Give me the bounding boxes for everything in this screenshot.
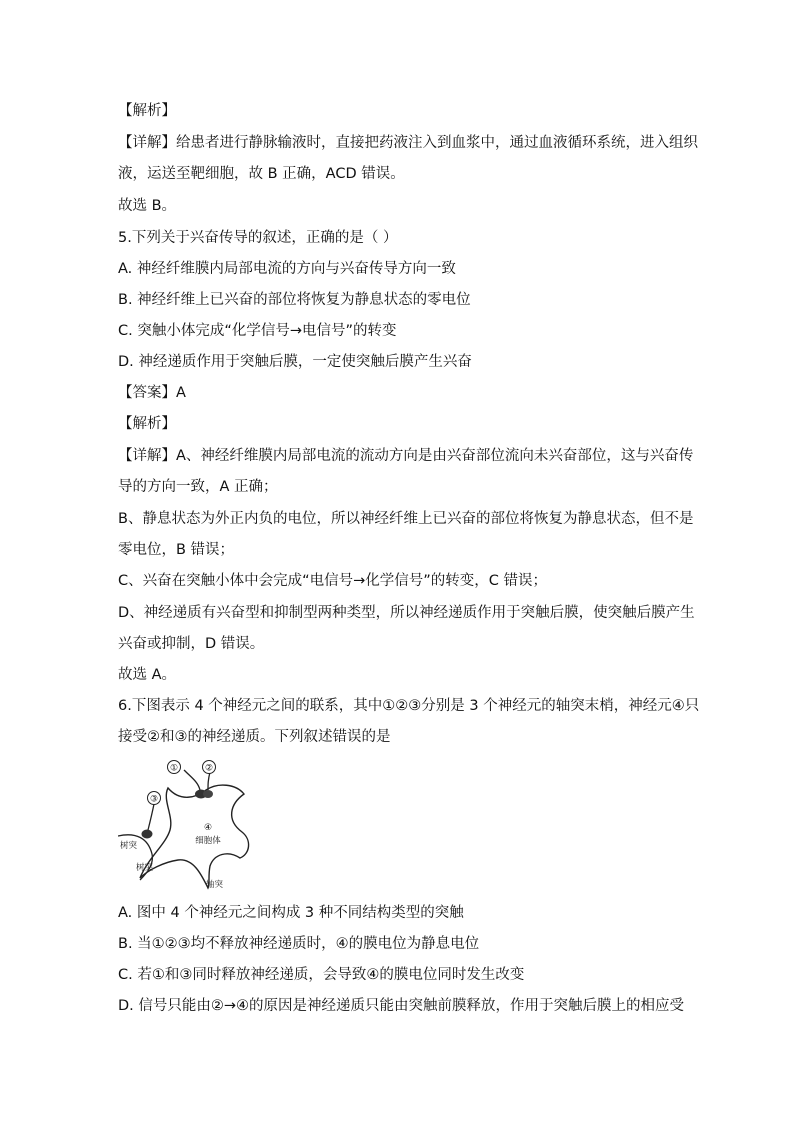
explanation-line: 兴奋或抑制，D 错误。: [118, 636, 265, 652]
label-3: ③: [149, 794, 159, 805]
option-a: A. 神经纤维膜内局部电流的方向与兴奋传导方向一致: [118, 261, 456, 277]
neuron-diagram: [118, 758, 258, 890]
answer-choice-line: 故选 B。: [118, 198, 177, 214]
label-1: ①: [169, 763, 179, 774]
cell-body-label: 细胞体: [195, 836, 221, 846]
q6-option-d: D. 信号只能由②→④的原因是神经递质只能由突触前膜释放，作用于突触后膜上的相应受: [118, 998, 685, 1014]
explanation-line: 导的方向一致，A 正确；: [118, 479, 278, 495]
explanation-line: 【详解】给患者进行静脉输液时，直接把药液注入到血浆中，通过血液循环系统，进入组织: [118, 135, 698, 151]
label-2: ②: [204, 763, 214, 774]
option-c: C. 突触小体完成“化学信号→电信号”的转变: [118, 323, 397, 339]
question-5-stem: 5.下列关于兴奋传导的叙述，正确的是（ ）: [118, 230, 398, 246]
explanation-line: 零电位，B 错误；: [118, 542, 235, 558]
dendrite-label-1: 树突: [120, 841, 138, 851]
label-4: ④: [203, 823, 213, 833]
q6-option-a: A. 图中 4 个神经元之间构成 3 种不同结构类型的突触: [118, 905, 464, 921]
axon-1: [184, 770, 200, 790]
question-6-stem: 6.下图表示 4 个神经元之间的联系，其中①②③分别是 3 个神经元的轴突末梢，神经元④只: [118, 698, 700, 714]
axon-label: 轴突: [206, 880, 224, 890]
dendrite-label-2: 树突: [136, 863, 154, 873]
analysis-heading: 【解析】: [118, 103, 176, 119]
terminal-3: [142, 830, 153, 839]
question-6-stem: 接受②和③的神经递质。下列叙述错误的是: [118, 729, 391, 745]
q6-option-b: B. 当①②③均不释放神经递质时，④的膜电位为静息电位: [118, 936, 480, 952]
answer-choice-line: 故选 A。: [118, 667, 177, 683]
explanation-line: 【详解】A、神经纤维膜内局部电流的流动方向是由兴奋部位流向未兴奋部位，这与兴奋传: [118, 448, 694, 464]
neuron-diagram-svg: [118, 758, 258, 890]
axon-3: [148, 804, 154, 830]
explanation-line: C、兴奋在突触小体中会完成“电信号→化学信号”的转变，C 错误；: [118, 573, 548, 589]
option-b: B. 神经纤维上已兴奋的部位将恢复为静息状态的零电位: [118, 292, 471, 308]
explanation-line: D、神经递质有兴奋型和抑制型两种类型，所以神经递质作用于突触后膜，使突触后膜产生: [118, 605, 695, 621]
explanation-line: B、静息状态为外正内负的电位，所以神经纤维上已兴奋的部位将恢复为静息状态，但不是: [118, 511, 694, 527]
analysis-heading: 【解析】: [118, 416, 176, 432]
terminal-2: [203, 790, 213, 798]
answer-line: 【答案】A: [118, 385, 186, 401]
q6-option-c: C. 若①和③同时释放神经递质，会导致④的膜电位同时发生改变: [118, 967, 525, 983]
option-d: D. 神经递质作用于突触后膜，一定使突触后膜产生兴奋: [118, 354, 472, 370]
explanation-line: 液，运送至靶细胞，故 B 正确，ACD 错误。: [118, 166, 405, 182]
